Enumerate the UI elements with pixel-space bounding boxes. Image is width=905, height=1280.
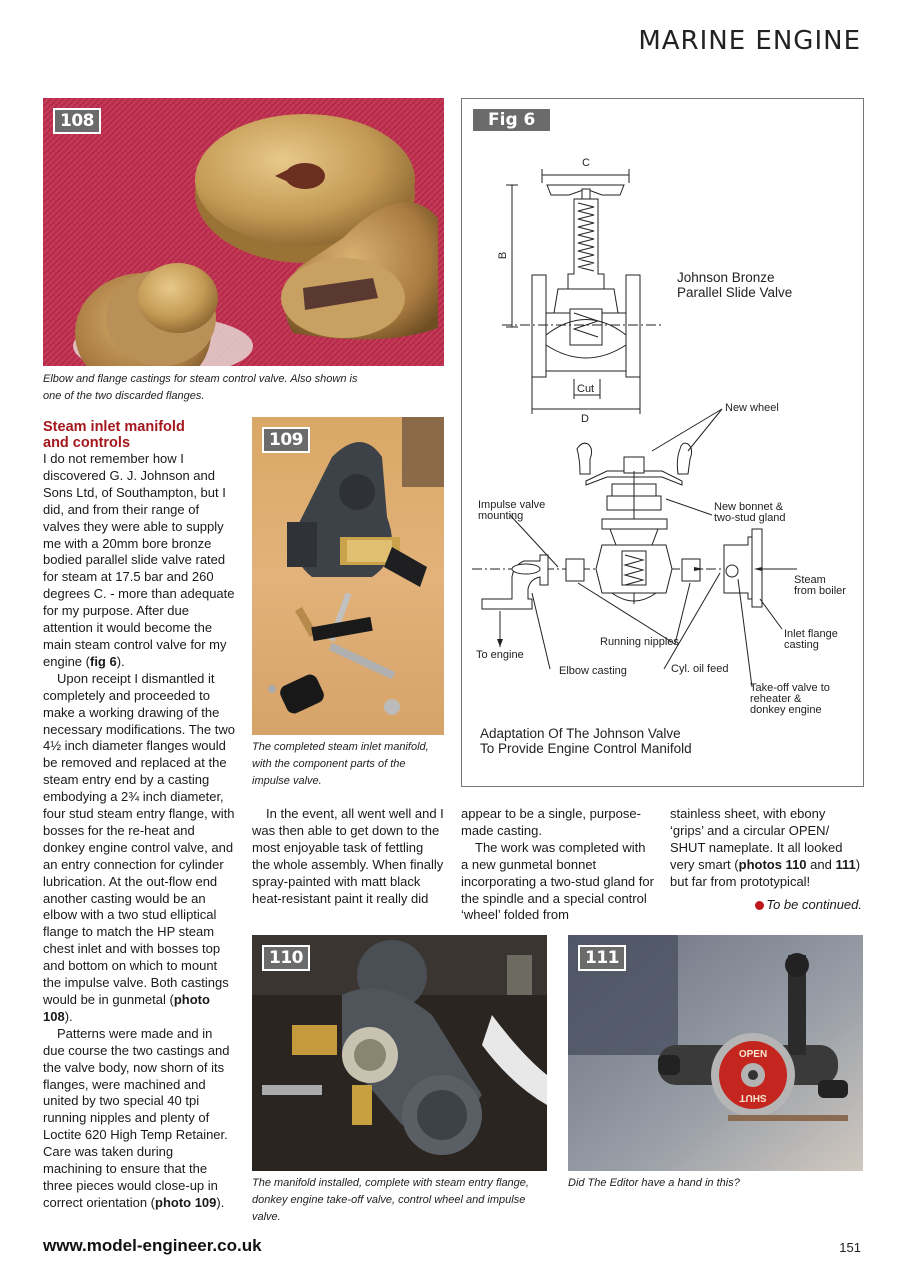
- dimension-cut-label: Cut: [577, 383, 595, 395]
- paragraph-6: The work was completed with a new gunmetal bonnet incorporating a two-stud gland for the spindle and a special control ‘wheel’ folded from: [461, 839, 654, 923]
- label-bonnet-1: New bonnet &: [714, 501, 784, 513]
- label-to-engine: To engine: [476, 649, 524, 661]
- dimension-d-label: D: [581, 413, 589, 425]
- photo-number-tag: 111: [578, 945, 626, 971]
- label-impulse-2: mounting: [478, 510, 524, 522]
- photo-109-caption: The completed steam inlet manifold, with the component parts of the impulse valve.: [252, 741, 429, 787]
- figure-tag: Fig 6: [473, 109, 550, 131]
- article-column-2: [252, 806, 444, 907]
- photo-109-reference: photo 109: [155, 1194, 217, 1210]
- photo-111: [568, 935, 863, 1171]
- section-title: MARINE ENGINE: [638, 26, 861, 56]
- photo-111-caption: Did The Editor have a hand in this?: [568, 1177, 740, 1189]
- photo-110-reference: photos 110: [738, 856, 807, 872]
- article-column-4: [670, 806, 862, 913]
- paragraph-5: appear to be a single, purpose-made casting.: [461, 806, 641, 838]
- photo-number-tag: 108: [53, 108, 101, 134]
- label-inlet-1: Inlet flange: [784, 628, 838, 640]
- photo-109: [252, 417, 444, 735]
- label-takeoff-1: Take-off valve to: [750, 682, 830, 694]
- label-takeoff-3: donkey engine: [750, 704, 822, 716]
- photo-number-tag: 110: [262, 945, 310, 971]
- article-column-3: [461, 806, 656, 924]
- figure-title-line2: Parallel Slide Valve: [677, 285, 793, 300]
- label-elbow-casting: Elbow casting: [559, 665, 627, 677]
- label-oil-feed: Cyl. oil feed: [671, 663, 729, 675]
- figure-6: [461, 98, 864, 787]
- label-bonnet-2: two-stud gland: [714, 512, 786, 524]
- photo-110: [252, 935, 547, 1171]
- subhead-line1: Steam inlet manifold: [43, 419, 185, 435]
- photo-number-tag: 109: [262, 427, 310, 453]
- label-inlet-2: casting: [784, 639, 819, 651]
- photo-110-caption: The manifold installed, complete with steam entry flange, donkey engine take-off valve, control wheel and impulse valve.: [252, 1177, 529, 1223]
- paragraph-1: I do not remember how I discovered G. J. Johnson and Sons Ltd, of Southampton, but I did, and from their range of valves they were able to supply me with a 20mm bore bronze bodied parallel slide valve rated for steam at 17.5 bar and 260 degrees C. - more than adequate for my purpose. After due attention it would become the main steam control valve for my engine (fig 6).: [43, 451, 235, 669]
- photo-108: [43, 98, 444, 366]
- page-number: 151: [839, 1240, 861, 1255]
- nameplate-shut-text: SHUT: [739, 1092, 767, 1103]
- article-column-1: [43, 419, 235, 1212]
- label-takeoff-2: reheater &: [750, 693, 802, 705]
- figure-caption-line1: Adaptation Of The Johnson Valve: [480, 726, 681, 741]
- photo-111-reference: 111: [835, 856, 856, 872]
- subhead-line2: and controls: [43, 435, 131, 451]
- fig-6-reference: fig 6: [89, 653, 117, 669]
- nameplate-open-text: OPEN: [738, 1049, 768, 1060]
- photo-108-reference: photo 108: [43, 992, 210, 1024]
- paragraph-7: stainless sheet, with ebony ‘grips’ and a circular OPEN/ SHUT nameplate. It all looked very smart (photos 110 and 111) but far from prototypical!: [670, 806, 861, 889]
- label-steam-2: from boiler: [794, 585, 846, 597]
- website-url[interactable]: www.model-engineer.co.uk: [43, 1236, 262, 1255]
- bullet-dot-icon: [755, 901, 764, 910]
- label-running-nipples: Running nipples: [600, 636, 679, 648]
- photo-108-image: [43, 98, 444, 366]
- figure-title-line1: Johnson Bronze: [677, 270, 775, 285]
- dimension-b-label: B: [497, 251, 510, 260]
- label-steam-1: Steam: [794, 574, 826, 586]
- paragraph-4: In the event, all went well and I was then able to get down to the most enjoyable task of fettling the whole assembly. When finally spray-painted with matt black heat-resistant paint it really did: [252, 806, 444, 906]
- photo-108-caption: Elbow and flange castings for steam control valve. Also shown is one of the two discarded flanges.: [43, 373, 358, 402]
- paragraph-3: Patterns were made and in due course the two castings and the valve body, now shorn of its flanges, were machined and united by two special 40 tpi running nipples and plenty of Loctite 620 High Temp Retainer. Care was taken during machining to ensure that the three pieces would close-up in correct orientation (photo 109).: [43, 1025, 230, 1210]
- label-new-wheel: New wheel: [725, 402, 779, 414]
- to-be-continued: To be continued.: [670, 897, 862, 914]
- photo-109-image: [252, 417, 444, 735]
- dimension-c-label: C: [582, 157, 590, 169]
- paragraph-2: Upon receipt I dismantled it completely and proceeded to make a working drawing of the necessary modifications. The two 4½ inch diameter flanges would be removed and replaced at the steam entry end by a casting embodying a 2¾ inch diameter, four stud steam entry flange, with bosses for the re-heat and donkey engine control valve, and an entry connection for cylinder lubrication. At the out-flow end another casting would be an elbow with a two stud elliptical flange to match the HP steam chest inlet and with bosses top and bottom on which to mount the impulse valve. Both castings would be in gunmetal (photo 108).: [43, 670, 235, 1024]
- figure-caption-line2: To Provide Engine Control Manifold: [480, 741, 692, 756]
- label-impulse-1: Impulse valve: [478, 499, 546, 511]
